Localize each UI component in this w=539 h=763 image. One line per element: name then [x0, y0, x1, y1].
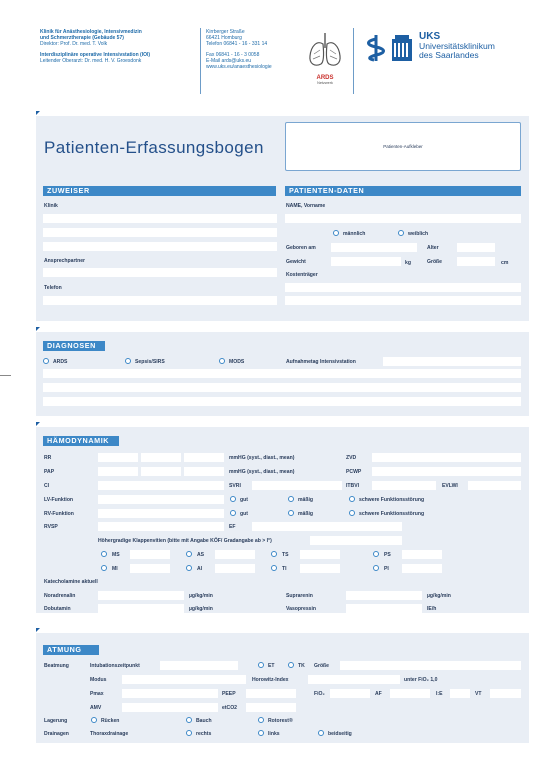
rv-maessig-radio[interactable]: [288, 510, 294, 516]
name-field[interactable]: [285, 214, 521, 223]
ci-field[interactable]: [98, 481, 224, 490]
peep-field[interactable]: [246, 689, 296, 698]
lagerung-label: Lagerung: [44, 718, 68, 724]
lv-label: LV-Funktion: [44, 497, 74, 503]
telefon-label: Telefon: [44, 285, 62, 291]
noradrenalin-label: Noradrenalin: [44, 593, 76, 599]
ie-label: I:E: [436, 691, 443, 697]
ps-label: PS: [384, 552, 391, 558]
ruecken-radio[interactable]: [91, 717, 97, 723]
fax-line1: Fax 06841 - 16 - 3 0058: [206, 51, 260, 58]
patienten-heading: PATIENTEN-DATEN: [285, 186, 521, 196]
lv-gut-radio[interactable]: [230, 496, 236, 502]
as-radio[interactable]: [186, 551, 192, 557]
sticker-label: Patienten-Aufkleber: [383, 144, 423, 149]
ts-field[interactable]: [300, 550, 340, 559]
diagnosen-line-3[interactable]: [43, 397, 521, 406]
mi-field[interactable]: [130, 564, 170, 573]
horowitz-field[interactable]: [308, 675, 400, 684]
weiblich-radio[interactable]: [398, 230, 404, 236]
rr-unit: mmHG (syst., diast., mean): [229, 455, 295, 461]
ie-field[interactable]: [450, 689, 470, 698]
suprarenin-unit: µg/kg/min: [427, 593, 451, 599]
rvsp-label: RVSP: [44, 524, 58, 530]
af-field[interactable]: [390, 689, 430, 698]
ai-label: AI: [197, 566, 203, 572]
evlwi-label: EVLWI: [442, 483, 458, 489]
rechts-radio[interactable]: [186, 730, 192, 736]
groesse-label: Größe: [427, 259, 443, 265]
diagnosen-line-2[interactable]: [43, 383, 521, 392]
pap-diast-field[interactable]: [141, 467, 181, 476]
links-radio[interactable]: [258, 730, 264, 736]
ef-label: EF: [229, 524, 236, 530]
intubation-label: Intubationszeitpunkt: [90, 663, 140, 669]
address-info: [206, 29, 298, 70]
rr-mean-field[interactable]: [184, 453, 224, 462]
unit-line1: Interdisziplinäre operative Intensivstation (IOI): [40, 51, 151, 58]
ards-radio[interactable]: [43, 358, 49, 364]
thorax-label: Thoraxdrainage: [90, 731, 129, 737]
pap-label: PAP: [44, 469, 55, 475]
noradrenalin-unit: µg/kg/min: [189, 593, 213, 599]
university-building-icon: [391, 33, 413, 63]
mi-radio[interactable]: [101, 565, 107, 571]
pi-field[interactable]: [402, 564, 442, 573]
vasopressin-field[interactable]: [346, 604, 422, 613]
pap-mean-field[interactable]: [184, 467, 224, 476]
beidseitig-radio[interactable]: [318, 730, 324, 736]
fio2-field[interactable]: [330, 689, 370, 698]
maennlich-radio[interactable]: [333, 230, 339, 236]
unter-fio2-label: unter FiO₂ 1,0: [404, 677, 438, 683]
rv-schwer-radio[interactable]: [349, 510, 355, 516]
vasopressin-label: Vasopressin: [286, 606, 317, 612]
geboren-field[interactable]: [331, 243, 417, 252]
dobutamin-field[interactable]: [98, 604, 184, 613]
etco2-field[interactable]: [246, 703, 296, 712]
sepsis-radio[interactable]: [125, 358, 131, 364]
ps-radio[interactable]: [373, 551, 379, 557]
peep-label: PEEP: [222, 691, 236, 697]
uks-emblem: [362, 33, 390, 63]
drainagen-label: Drainagen: [44, 731, 69, 737]
lv-maessig-radio[interactable]: [288, 496, 294, 502]
amv-label: AMV: [90, 705, 102, 711]
uks-line1: Universitätsklinikum: [419, 41, 495, 51]
pmax-field[interactable]: [122, 689, 218, 698]
sepsis-label: Sepsis/SIRS: [135, 359, 165, 365]
klinik-field-3[interactable]: [43, 242, 277, 251]
header-divider-2: [353, 28, 354, 94]
svri-label: SVRI: [229, 483, 241, 489]
lv-maessig-label: mäßig: [298, 497, 314, 503]
as-label: AS: [197, 552, 205, 558]
pap-unit: mmHG (syst., diast., mean): [229, 469, 295, 475]
ards-label: ARDS: [53, 359, 68, 365]
addr-line2: 66421 Homburg: [206, 35, 242, 42]
patient-sticker-area[interactable]: [285, 122, 521, 171]
gewicht-label: Gewicht: [286, 259, 306, 265]
klinik-field-2[interactable]: [43, 228, 277, 237]
noradrenalin-field[interactable]: [98, 591, 184, 600]
mi-label: MI: [112, 566, 118, 572]
diagnosen-line-1[interactable]: [43, 369, 521, 378]
pcwp-field[interactable]: [372, 467, 521, 476]
modus-label: Modus: [90, 677, 107, 683]
maennlich-label: männlich: [343, 231, 366, 237]
fio2-label: FiO₂: [314, 691, 325, 697]
zuweiser-heading: ZUWEISER: [43, 186, 276, 196]
vt-label: VT: [475, 691, 482, 697]
section-marker: [36, 628, 40, 632]
intubation-field[interactable]: [160, 661, 238, 670]
haemo-heading: HÄMODYNAMIK: [43, 436, 119, 446]
gewicht-field[interactable]: [331, 257, 401, 266]
ai-radio[interactable]: [186, 565, 192, 571]
mods-radio[interactable]: [219, 358, 225, 364]
bauch-label: Bauch: [196, 718, 212, 724]
kostentraeger-field-2[interactable]: [285, 296, 521, 305]
fold-mark: [0, 375, 11, 376]
ts-label: TS: [282, 552, 289, 558]
rv-gut-label: gut: [240, 511, 248, 517]
vasopressin-unit: IE/h: [427, 606, 437, 612]
zvd-field[interactable]: [372, 453, 521, 462]
et-label: ET: [268, 663, 275, 669]
ms-label: MS: [112, 552, 120, 558]
klinik-label: Klinik: [44, 203, 58, 209]
pmax-label: Pmax: [90, 691, 104, 697]
rv-field[interactable]: [98, 509, 224, 518]
lv-gut-label: gut: [240, 497, 248, 503]
katecholamine-label: Katecholamine aktuell: [44, 579, 98, 585]
lv-field[interactable]: [98, 495, 224, 504]
clinic-line2: und Schmerztherapie (Gebäude 57): [40, 35, 124, 42]
ti-radio[interactable]: [271, 565, 277, 571]
geboren-label: Geboren am: [286, 245, 316, 251]
diagnosen-heading: DIAGNOSEN: [43, 341, 105, 351]
vt-field[interactable]: [490, 689, 521, 698]
alter-label: Alter: [427, 245, 439, 251]
beidseitig-label: beidseitig: [328, 731, 352, 737]
aufnahmetag-field[interactable]: [383, 357, 521, 366]
atmung-heading: ATMUNG: [43, 645, 99, 655]
tubus-groesse-field[interactable]: [340, 661, 521, 670]
ai-field[interactable]: [215, 564, 255, 573]
rechts-label: rechts: [196, 731, 212, 737]
tubus-groesse-label: Größe: [314, 663, 330, 669]
clinic-info: [40, 29, 200, 64]
uks-wordmark: [419, 32, 529, 60]
bauch-radio[interactable]: [186, 717, 192, 723]
section-marker: [36, 422, 40, 426]
uks-abbrev: UKS: [419, 31, 441, 42]
cm-unit: cm: [501, 260, 509, 266]
tk-radio[interactable]: [288, 662, 294, 668]
lv-schwer-label: schwere Funktionsstörung: [359, 497, 425, 503]
addr-line3: Telefon 06841 - 16 - 331 14: [206, 41, 268, 48]
af-label: AF: [375, 691, 382, 697]
modus-field[interactable]: [122, 675, 246, 684]
telefon-field[interactable]: [43, 296, 277, 305]
ards-logo: [307, 30, 343, 84]
zvd-label: ZVD: [346, 455, 357, 461]
ps-field[interactable]: [402, 550, 442, 559]
suprarenin-field[interactable]: [346, 591, 422, 600]
kg-unit: kg: [405, 260, 411, 266]
rr-diast-field[interactable]: [141, 453, 181, 462]
rotorest-label: Rotorest®: [268, 718, 293, 724]
rv-maessig-label: mäßig: [298, 511, 314, 517]
rotorest-radio[interactable]: [258, 717, 264, 723]
lungs-icon: [307, 30, 343, 70]
links-label: links: [268, 731, 280, 737]
ansprechpartner-field[interactable]: [43, 268, 277, 277]
rr-label: RR: [44, 455, 52, 461]
evlwi-field[interactable]: [468, 481, 521, 490]
ms-field[interactable]: [130, 550, 170, 559]
fax-line3: www.uks.eu/anaesthesiologie: [206, 64, 272, 71]
rv-schwer-label: schwere Funktionsstörung: [359, 511, 425, 517]
beatmung-label: Beatmung: [44, 663, 69, 669]
name-label: NAME, Vorname: [286, 203, 326, 209]
ci-label: CI: [44, 483, 50, 489]
ards-logo-sub: Netzwerk: [317, 81, 333, 85]
alter-field[interactable]: [457, 243, 495, 252]
addr-line1: Kirrberger Straße: [206, 29, 245, 35]
mods-label: MODS: [229, 359, 245, 365]
amv-field[interactable]: [122, 703, 218, 712]
et-radio[interactable]: [258, 662, 264, 668]
as-field[interactable]: [215, 550, 255, 559]
lv-schwer-radio[interactable]: [349, 496, 355, 502]
rv-label: RV-Funktion: [44, 511, 74, 517]
ms-radio[interactable]: [101, 551, 107, 557]
section-marker: [36, 111, 40, 115]
atmung-panel: [36, 633, 529, 743]
dobutamin-unit: µg/kg/min: [189, 606, 213, 612]
pi-radio[interactable]: [373, 565, 379, 571]
suprarenin-label: Suprarenin: [286, 593, 313, 599]
pi-label: PI: [384, 566, 389, 572]
itbvi-field[interactable]: [372, 481, 436, 490]
ansprechpartner-label: Ansprechpartner: [44, 258, 86, 264]
kostentraeger-field-1[interactable]: [285, 283, 521, 292]
rr-syst-field[interactable]: [98, 453, 138, 462]
ti-field[interactable]: [300, 564, 340, 573]
pcwp-label: PCWP: [346, 469, 362, 475]
ti-label: TI: [282, 566, 287, 572]
klappen-field[interactable]: [310, 536, 402, 545]
horowitz-label: Horowitz-Index: [252, 677, 289, 683]
uks-line2: des Saarlandes: [419, 50, 479, 60]
svri-field[interactable]: [252, 481, 342, 490]
fax-line2: E-Mail ards@uks.eu: [206, 57, 252, 64]
unit-line2: Leitender Oberarzt: Dr. med. H. V. Groesdonk: [40, 57, 142, 64]
itbvi-label: ITBVI: [346, 483, 360, 489]
clinic-line1: Klinik für Anästhesiologie, Intensivmedizin: [40, 29, 142, 35]
weiblich-label: weiblich: [408, 231, 429, 237]
groesse-field[interactable]: [457, 257, 495, 266]
ruecken-label: Rücken: [101, 718, 120, 724]
clinic-line3: Direktor: Prof. Dr. med. T. Volk: [40, 41, 108, 48]
caduceus-icon: [362, 33, 390, 63]
klinik-field-1[interactable]: [43, 214, 277, 223]
dobutamin-label: Dobutamin: [44, 606, 71, 612]
rvsp-field[interactable]: [98, 522, 224, 531]
rv-gut-radio[interactable]: [230, 510, 236, 516]
tk-label: TK: [298, 663, 305, 669]
ards-logo-text: ARDS: [316, 75, 334, 81]
etco2-label: etCO2: [222, 705, 238, 711]
klappen-label: Höhergradige Klappenvitien (bitte mit Angabe KÖF/ Gradangabe ab > I°): [98, 538, 272, 544]
pap-syst-field[interactable]: [98, 467, 138, 476]
kostentraeger-label: Kostenträger: [286, 272, 318, 278]
page-title: Patienten-Erfassungsbogen: [44, 138, 264, 157]
header-divider: [200, 28, 201, 94]
aufnahmetag-label: Aufnahmetag Intensivstation: [286, 359, 356, 365]
ef-field[interactable]: [252, 522, 402, 531]
section-marker: [36, 327, 40, 331]
ts-radio[interactable]: [271, 551, 277, 557]
